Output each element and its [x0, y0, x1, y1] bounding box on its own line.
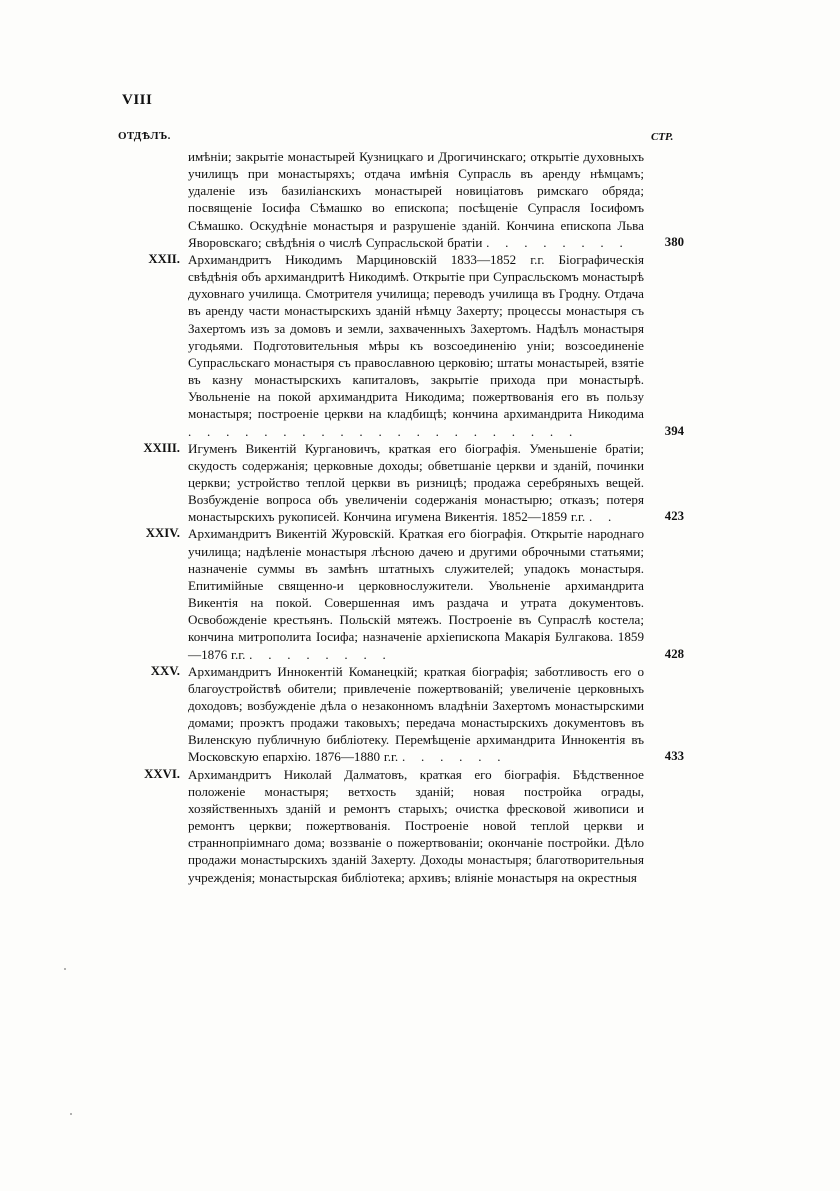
toc-entry: [118, 766, 684, 886]
entry-page: 380: [664, 234, 684, 249]
toc-entry: [118, 525, 684, 662]
page-number: VIII: [122, 92, 153, 108]
entry-page: 428: [664, 646, 684, 661]
entry-number: XXVI.: [144, 766, 180, 781]
entry-number: XXII.: [148, 251, 180, 266]
section-column-heading: ОТДѢЛЪ.: [118, 130, 171, 142]
dot-leader: . .: [588, 509, 618, 525]
dot-leader: . . . . . .: [402, 749, 507, 765]
entry-text: Архимандритъ Иннокентій Команецкій; краткая біографія; заботливость его о благоустройствѣ обители; привлеченіе пожертвованій; увеличеніе церковныхъ доходовъ; возбужденіе дѣла о незаконномъ владѣніи Захертомъ монастырскими домами; проэктъ продажи таковыхъ; передача монастырскихъ документовъ въ Виленскую публичную библіотеку. Перемѣщеніе архимандрита Иннокентія въ Московскую епархію. 1876—1880 г.г.: [188, 663, 644, 765]
entry-page: 433: [664, 749, 684, 764]
entry-number: XXIII.: [143, 440, 180, 455]
entry-number: XXV.: [150, 663, 180, 678]
dot-leader: . . . . . . . . . . . . . . . . . . . . .: [188, 423, 579, 439]
toc-entry: [118, 148, 684, 251]
dot-leader: . . . . . . . .: [249, 646, 392, 662]
entry-text: Архимандритъ Викентій Журовскій. Краткая его біографія. Открытіе народнаго училища; надѣленіе монастыря лѣсною дачею и другими оброчными статьями; назначеніе суммы въ замѣнъ штатныхъ служителей; упадокъ монастыря. Епитимійные священно-и церковнослужители. Увольненіе архимандрита Викентія на покой. Совершенная имъ раздача и утрата документовъ. Освобожденіе крестьянъ. Польскій мятежъ. Построеніе въ Супраслѣ костела; кончина митрополита Іосифа; назначеніе архіепископа Макарія Булгакова. 1859—1876 г.г.: [188, 526, 644, 662]
toc-entry: [118, 663, 684, 766]
dot-leader: . . . . . . . .: [486, 234, 629, 250]
table-of-contents: [118, 148, 684, 886]
entry-page: 423: [664, 509, 684, 524]
entry-number: XXIV.: [145, 526, 180, 541]
entry-text: Архимандритъ Николай Далматовъ, краткая его біографія. Бѣдственное положеніе монастыря; ветхость зданій; новая постройка ограды, хозяйственныхъ зданій и ремонтъ старыхъ; очистка фресковой живописи и ремонтъ церкви; пожертвованія. Построеніе новой теплой церкви и страннопріимнаго дома; воззваніе о пожертвованіи; окончаніе постройки. Дѣло продажи монастырскихъ зданій Захерту. Доходы монастыря; благотворительныя учрежденія; монастырская библіотека; архивъ; вліяніе монастыря на окрестныя: [188, 766, 644, 885]
entry-text: имѣніи; закрытіе монастырей Кузницкаго и Дрогичинскаго; открытіе духовныхъ училищъ при монастыряхъ; отдача имѣнія Супрасль въ аренду нѣмцамъ; удаленіе изъ базиліанскихъ монастырей новиціатовъ римскаго обряда; посвященіе Іосифа Сѣмашко во епископа; посѣщеніе Супрасля Іосифомъ Сѣмашко. Оскудѣніе монастыря и разрушеніе зданій. Кончина епископа Льва Яворовскаго; свѣдѣнія о числѣ Супрасльской братіи: [188, 149, 644, 250]
entry-page: 394: [664, 423, 684, 438]
toc-entry: [118, 251, 684, 440]
entry-text: Игуменъ Викентій Кургановичъ, краткая его біографія. Уменьшеніе братіи; скудость содержанія; церковные доходы; обветшаніе церкви и зданій, починки церкви; устройство теплой церкви въ ризницѣ; продажа серебряныхъ вещей. Возбужденіе вопроса объ увеличеніи содержанія монастырю; отказъ; потеря монастырскихъ рукописей. Кончина игумена Викентія. 1852—1859 г.г.: [188, 440, 644, 525]
toc-entry: [118, 440, 684, 526]
entry-text: Архимандритъ Никодимъ Марциновскій 1833—1852 г.г. Біографическія свѣдѣнія объ архимандритѣ Никодимѣ. Открытіе при Супрасльскомъ монастырѣ духовнаго училища. Смотрителя училища; переводъ училища въ Гродну. Отдача въ аренду части монастырскихъ зданій нѣмцу Захерту; процессы монастыря съ Захертомъ изъ за домовъ и земли, захваченныхъ Захертомъ. Надѣлъ монастыря угодьями. Подготовительныя мѣры къ возсоединенію уніи; возсоединеніе Супрасльскаго монастыря съ православною церковію; штаты монастырей, взятіе въ казну монастырскихъ капиталовъ, закрытіе прихода при монастырѣ. Увольненіе на покой архимандрита Никодима; пожертвованія его въ пользу монастыря; построеніе церкви на кладбищѣ; кончина архимандрита Никодима: [188, 251, 645, 422]
page-column-heading: СТР.: [651, 131, 674, 143]
